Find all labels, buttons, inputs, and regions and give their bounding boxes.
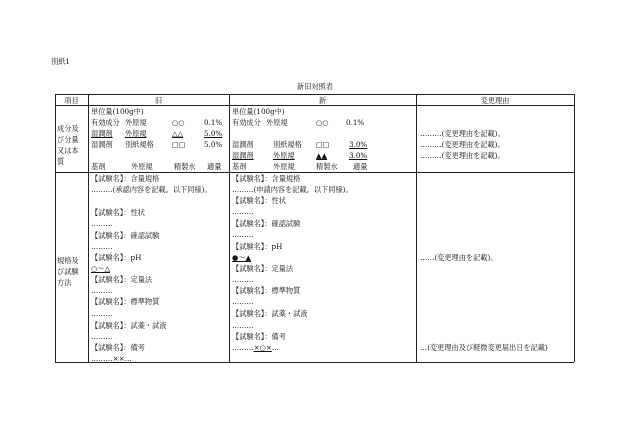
table-title: 新旧対照表 bbox=[297, 82, 333, 91]
header-old: 旧 bbox=[154, 96, 163, 105]
row2-reason-remarks: …(変更理由及び軽微変更届出日を記載) bbox=[420, 343, 548, 352]
row2-reason-ph: ……(変更理由を記載)。 bbox=[420, 253, 498, 262]
header-reason: 変更理由 bbox=[480, 96, 510, 105]
header-new: 新 bbox=[318, 96, 327, 105]
attachment-label: 別紙1 bbox=[51, 57, 70, 66]
header-item: 項目 bbox=[64, 96, 79, 105]
